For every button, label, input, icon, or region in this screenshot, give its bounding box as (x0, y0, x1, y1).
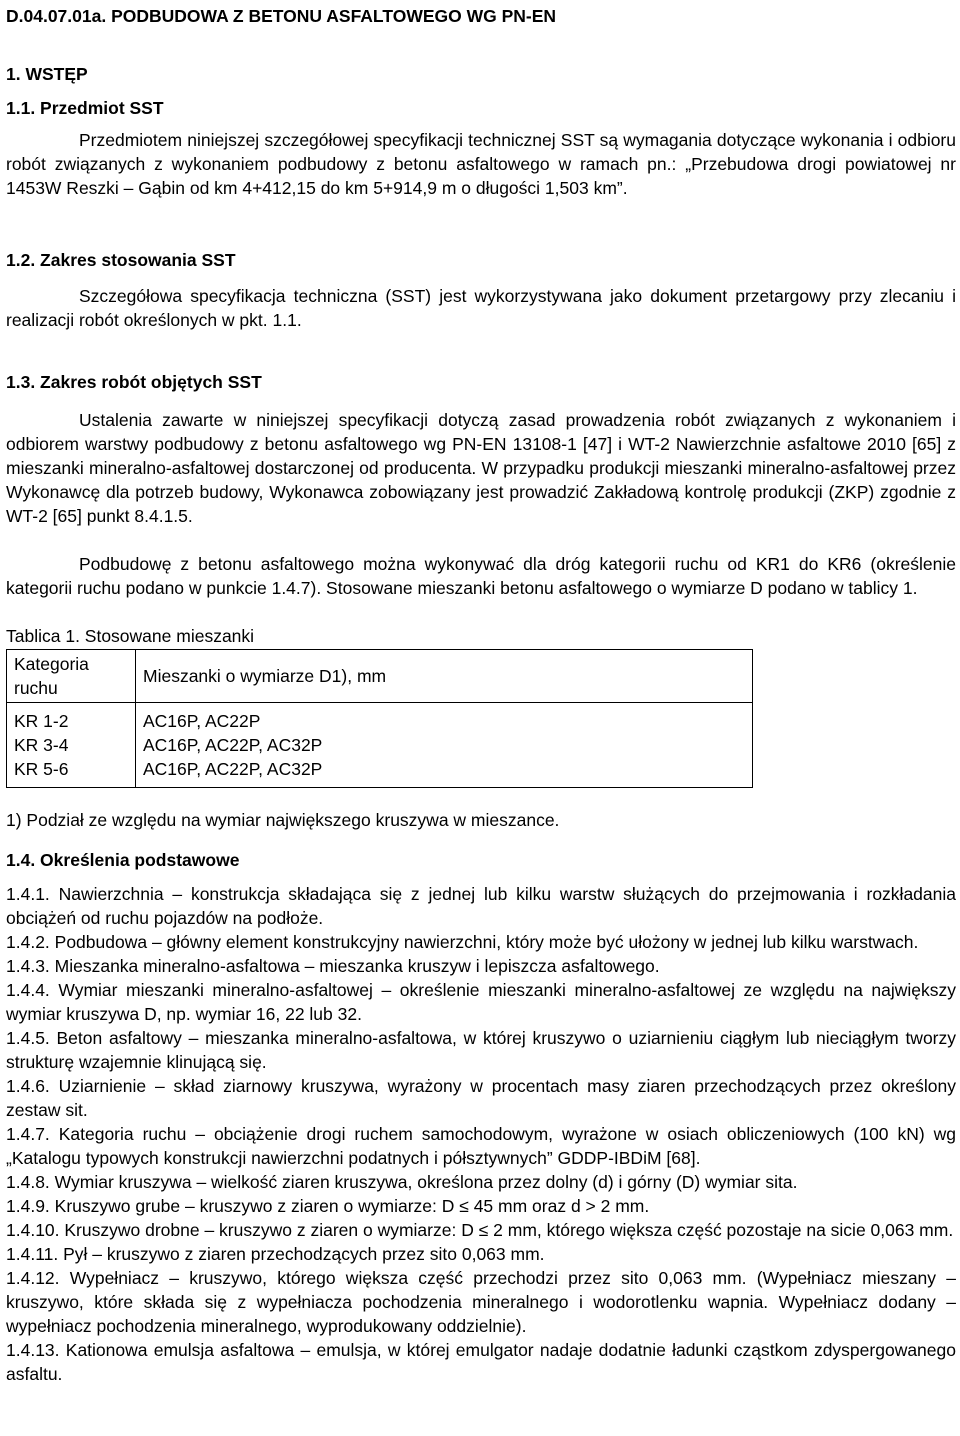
definition-1-4-4: 1.4.4. Wymiar mieszanki mineralno-asfaltowej – określenie mieszanki mineralno-asfaltowej ze względu na największy wymiar kruszywa D, np. wymiar 16, 22 lub 32. (6, 980, 956, 1024)
heading-1-4: 1.4. Określenia podstawowe (6, 850, 240, 870)
definitions-list (6, 882, 956, 1386)
table-header-row (7, 650, 753, 703)
table-footnote: 1) Podział ze względu na wymiar największego kruszywa w mieszance. (6, 810, 560, 830)
heading-1-2: 1.2. Zakres stosowania SST (6, 250, 236, 270)
definition-1-4-11: 1.4.11. Pył – kruszywo z ziaren przechodzących przez sito 0,063 mm. (6, 1244, 545, 1264)
definition-1-4-9: 1.4.9. Kruszywo grube – kruszywo z ziaren o wymiarze: D ≤ 45 mm oraz d > 2 mm. (6, 1196, 650, 1216)
mixtures-table (6, 649, 753, 788)
paragraph-1-3-b: Podbudowę z betonu asfaltowego można wykonywać dla dróg kategorii ruchu od KR1 do KR6 (określenie kategorii ruchu podano w punkcie 1.4.7). Stosowane mieszanki betonu asfaltowego o wymiarze D podano w tablicy 1. (6, 554, 956, 598)
table-header-mixtures: Mieszanki o wymiarze D1), mm (136, 650, 753, 703)
table-cell-categories: KR 1-2 KR 3-4 KR 5-6 (7, 703, 136, 788)
definition-1-4-2: 1.4.2. Podbudowa – główny element konstrukcyjny nawierzchni, który może być ułożony w jednej lub kilku warstwach. (6, 932, 919, 952)
definition-1-4-1: 1.4.1. Nawierzchnia – konstrukcja składająca się z jednej lub kilku warstw służących do przejmowania i rozkładania obciążeń od ruchu pojazdów na podłoże. (6, 884, 956, 928)
definition-1-4-8: 1.4.8. Wymiar kruszywa – wielkość ziaren kruszywa, określona przez dolny (d) i górny (D) wymiar sita. (6, 1172, 798, 1192)
table-header-category: Kategoria ruchu (7, 650, 136, 703)
definition-1-4-7: 1.4.7. Kategoria ruchu – obciążenie drogi ruchem samochodowym, wyrażone w osiach obliczeniowych (100 kN) wg „Katalogu typowych konstrukcji nawierzchni podatnych i półsztywnych” GDDP-IBDiM [68]. (6, 1124, 956, 1168)
section-heading-wstep: 1. WSTĘP (6, 64, 88, 84)
heading-1-3: 1.3. Zakres robót objętych SST (6, 372, 262, 392)
table-body-row (7, 703, 753, 788)
paragraph-1-3-a: Ustalenia zawarte w niniejszej specyfikacji dotyczą zasad prowadzenia robót związanych z wykonaniem i odbiorem warstwy podbudowy z betonu asfaltowego wg PN-EN 13108-1 [47] i WT-2 Nawierzchnie asfaltowe 2010 [65] z mieszanki mineralno-asfaltowej dostarczonej od producenta. W przypadku produkcji mieszanki mineralno-asfaltowej przez Wykonawcę dla potrzeb budowy, Wykonawca zobowiązany jest prowadzić Zakładową kontrolę produkcji (ZKP) zgodnie z WT-2 [65] punkt 8.4.1.5. (6, 410, 956, 526)
heading-1-1: 1.1. Przedmiot SST (6, 98, 164, 118)
definition-1-4-13: 1.4.13. Kationowa emulsja asfaltowa – emulsja, w której emulgator nadaje dodatnie ładunki cząstkom zdyspergowanego asfaltu. (6, 1340, 956, 1384)
definition-1-4-3: 1.4.3. Mieszanka mineralno-asfaltowa – mieszanka kruszyw i lepiszcza asfaltowego. (6, 956, 660, 976)
definition-1-4-12: 1.4.12. Wypełniacz – kruszywo, którego większa część przechodzi przez sito 0,063 mm. (Wypełniacz mieszany – kruszywo, które składa się z wypełniacza pochodzenia mineralnego i wodorotlenku wapnia. Wypełniacz dodany – wypełniacz pochodzenia mineralnego, wyprodukowany oddzielnie). (6, 1268, 956, 1336)
definition-1-4-10: 1.4.10. Kruszywo drobne – kruszywo z ziaren o wymiarze: D ≤ 2 mm, którego większa część pozostaje na sicie 0,063 mm. (6, 1220, 954, 1240)
definition-1-4-5: 1.4.5. Beton asfaltowy – mieszanka mineralno-asfaltowa, w której kruszywo o uziarnieniu ciągłym lub nieciągłym tworzy strukturę wzajemnie klinującą się. (6, 1028, 956, 1072)
paragraph-1-2: Szczegółowa specyfikacja techniczna (SST) jest wykorzystywana jako dokument przetargowy przy zlecaniu i realizacji robót określonych w pkt. 1.1. (6, 286, 956, 330)
document-title: D.04.07.01a. PODBUDOWA Z BETONU ASFALTOWEGO WG PN-EN (6, 6, 557, 26)
paragraph-1-1: Przedmiotem niniejszej szczegółowej specyfikacji technicznej SST są wymagania dotyczące wykonania i odbioru robót związanych z wykonaniem podbudowy z betonu asfaltowego w ramach pn.: „Przebudowa drogi powiatowej nr 1453W Reszki – Gąbin od km 4+412,15 do km 5+914,9 m o długości 1,503 km”. (6, 130, 956, 198)
table-cell-mixtures: AC16P, AC22P AC16P, AC22P, AC32P AC16P, AC22P, AC32P (136, 703, 753, 788)
table-caption: Tablica 1. Stosowane mieszanki (6, 626, 255, 646)
definition-1-4-6: 1.4.6. Uziarnienie – skład ziarnowy kruszywa, wyrażony w procentach masy ziaren przechodzących przez określony zestaw sit. (6, 1076, 956, 1120)
